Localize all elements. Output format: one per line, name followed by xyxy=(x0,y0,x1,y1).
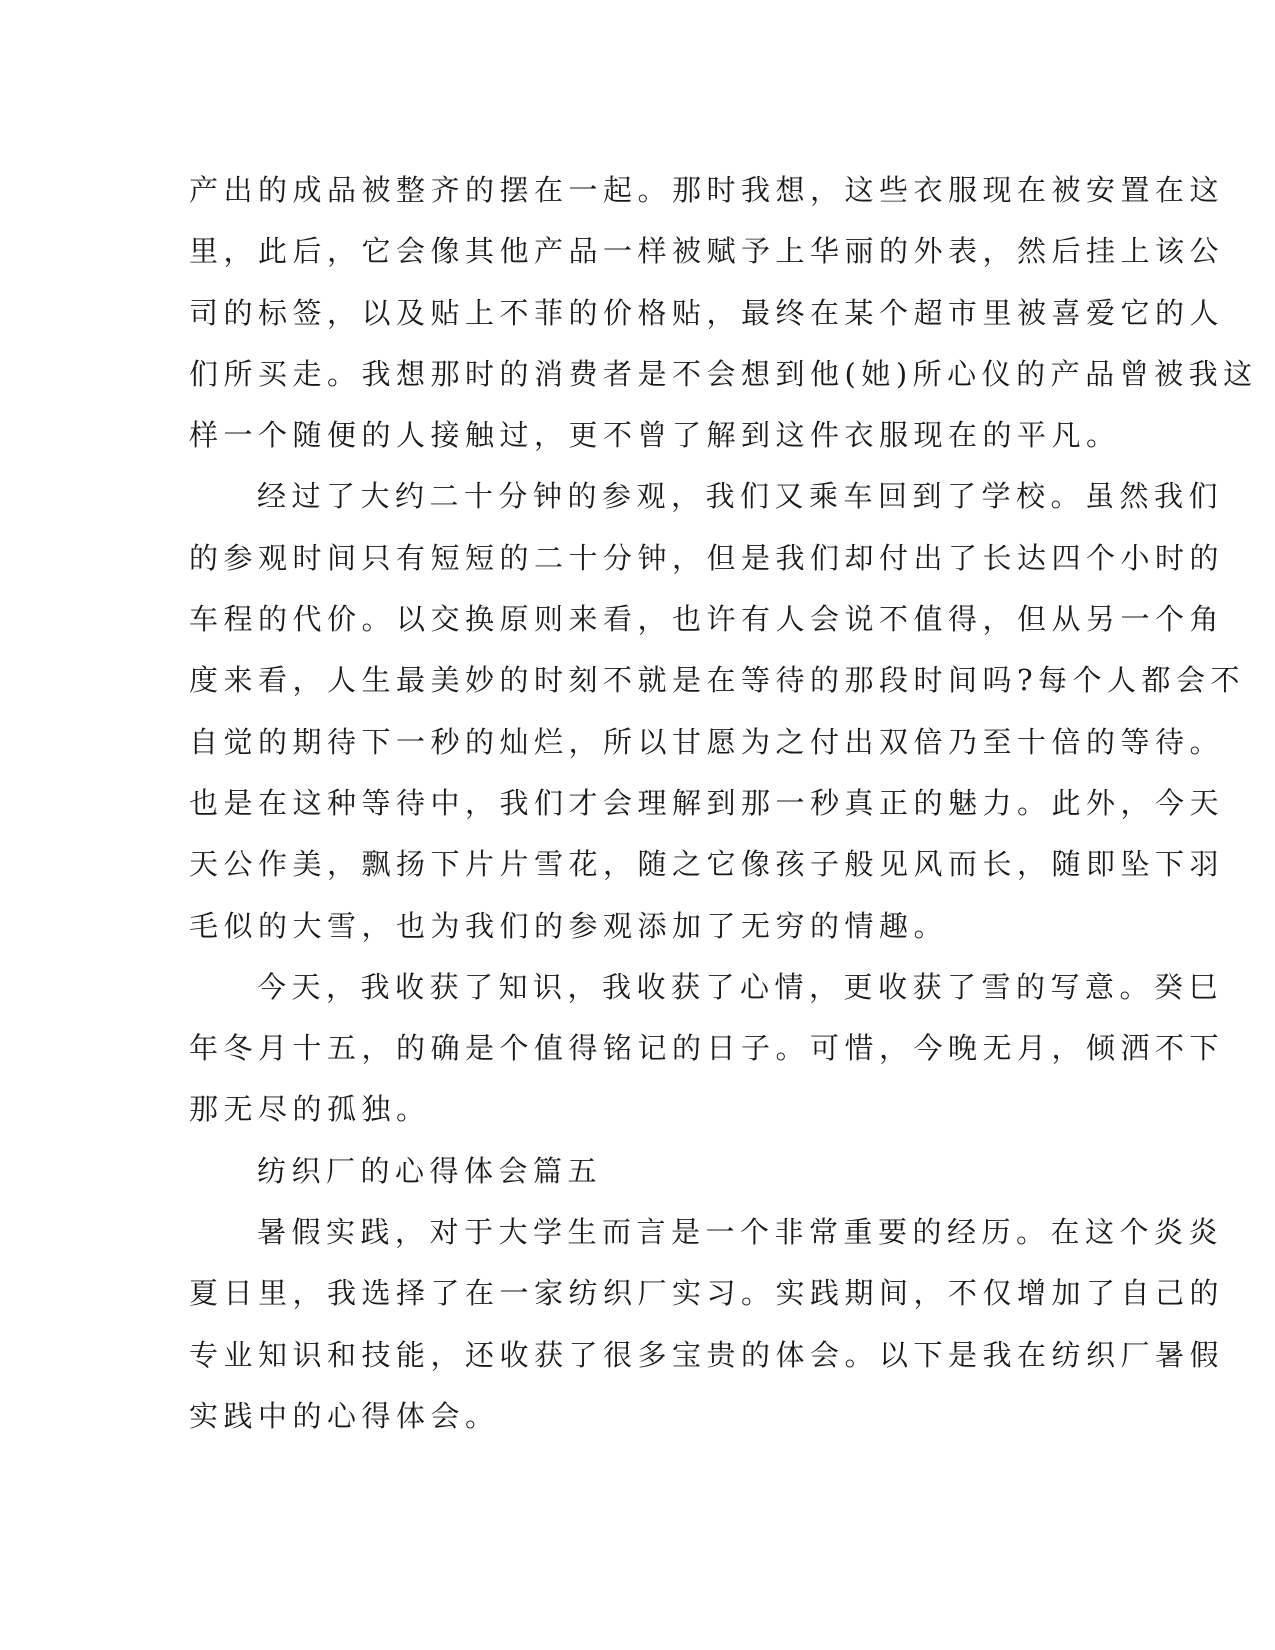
paragraph-start-line: 今天，我收获了知识，我收获了心情，更收获了雪的写意。癸巳 xyxy=(257,969,1224,1004)
text-line: 年冬月十五，的确是个值得铭记的日子。可惜，今晚无月，倾洒不下 xyxy=(189,1031,1225,1066)
text-line: 样一个随便的人接触过，更不曾了解到这件衣服现在的平凡。 xyxy=(189,418,1121,453)
text-line: 车程的代价。以交换原则来看，也许有人会说不值得，但从另一个角 xyxy=(189,602,1225,637)
text-line: 产出的成品被整齐的摆在一起。那时我想，这些衣服现在被安置在这 xyxy=(189,173,1225,207)
text-line: 里，此后，它会像其他产品一样被赋予上华丽的外表，然后挂上该公 xyxy=(189,234,1225,269)
text-line: 也是在这种等待中，我们才会理解到那一秒真正的魅力。此外，今天 xyxy=(189,785,1225,820)
text-line: 的参观时间只有短短的二十分钟，但是我们却付出了长达四个小时的 xyxy=(189,540,1225,575)
text-line: 专业知识和技能，还收获了很多宝贵的体会。以下是我在纺织厂暑假 xyxy=(189,1337,1225,1372)
paragraph-start-line: 暑假实践，对于大学生而言是一个非常重要的经历。在这个炎炎 xyxy=(257,1215,1224,1250)
text-line: 度来看，人生最美妙的时刻不就是在等待的那段时间吗?每个人都会不 xyxy=(189,663,1246,698)
document-body xyxy=(189,160,1258,1447)
text-line: 毛似的大雪，也为我们的参观添加了无穷的情趣。 xyxy=(189,908,949,943)
paragraph-start-line: 经过了大约二十分钟的参观，我们又乘车回到了学校。虽然我们 xyxy=(257,479,1224,514)
text-line: 们所买走。我想那时的消费者是不会想到他(她)所心仪的产品曾被我这 xyxy=(189,356,1258,391)
section-heading: 纺织厂的心得体会篇五 xyxy=(257,1153,603,1188)
text-line: 天公作美，飘扬下片片雪花，随之它像孩子般见风而长，随即坠下羽 xyxy=(189,847,1225,882)
text-line: 实践中的心得体会。 xyxy=(189,1398,500,1433)
text-line: 那无尽的孤独。 xyxy=(189,1092,431,1127)
text-line: 自觉的期待下一秒的灿烂，所以甘愿为之付出双倍乃至十倍的等待。 xyxy=(189,724,1225,759)
text-line: 司的标签，以及贴上不菲的价格贴，最终在某个超市里被喜爱它的人 xyxy=(189,295,1225,330)
text-line: 夏日里，我选择了在一家纺织厂实习。实践期间，不仅增加了自己的 xyxy=(189,1276,1225,1311)
